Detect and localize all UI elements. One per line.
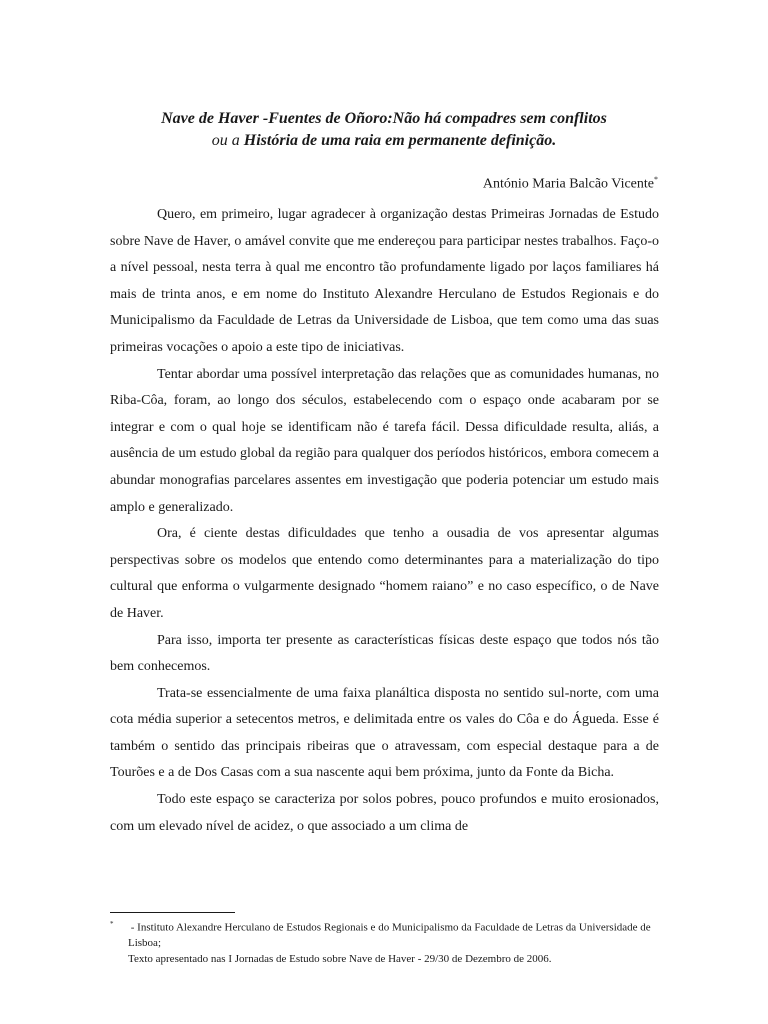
footnote-note: Texto apresentado nas I Jornadas de Estudo sobre Nave de Haver - 29/30 de Dezembro de 2006. [128, 952, 552, 965]
paragraph: Ora, é ciente destas dificuldades que tenho a ousadia de vos apresentar algumas perspectivas sobre os modelos que entendo como determinantes para a materialização do tipo cultural que enforma o vulgarmente designado “homem raiano” e no caso específico, o de Nave de Haver. [110, 526, 659, 621]
footnote-marker: * [110, 920, 114, 928]
title-main: Nave de Haver -Fuentes de Oñoro:Não há compadres sem conflitos [161, 110, 607, 127]
author-name: António Maria Balcão Vicente [482, 176, 654, 192]
body-text [110, 202, 659, 840]
title-subtitle [0, 130, 768, 152]
footnote-separator [110, 912, 235, 913]
title-subtitle-prefix: ou a [211, 132, 244, 149]
footnote-text: - Instituto Alexandre Herculano de Estudos Regionais e do Municipalismo da Faculdade de Letras da Universidade de Lisboa; [128, 921, 651, 950]
title-subtitle-emphasis: História de uma raia em permanente definição. [243, 132, 557, 149]
paragraph: Trata-se essencialmente de uma faixa planáltica disposta no sentido sul-norte, com uma cota média superior a setecentos metros, e delimitada entre os vales do Côa e do Águeda. Esse é também o sentido das principais ribeiras que o atravessam, com especial destaque para a de Tourões e a de Dos Casas com a sua nascente aqui bem próxima, junto da Fonte da Bicha. [110, 685, 659, 781]
author-footnote-marker[interactable]: * [654, 175, 658, 184]
paragraph: Tentar abordar uma possível interpretação das relações que as comunidades humanas, no Riba-Côa, foram, ao longo dos séculos, estabelecendo com o espaço onde acabaram por se integrar e com o qual hoje se identificam não é tarefa fácil. Dessa dificuldade resulta, aliás, a ausência de um estudo global da região para qualquer dos períodos históricos, embora comecem a abundar monografias parcelares assentes em investigação que poderia potenciar um estudo mais amplo e generalizado. [110, 366, 659, 515]
footnotes [110, 917, 659, 967]
paragraph: Quero, em primeiro, lugar agradecer à organização destas Primeiras Jornadas de Estudo sobre Nave de Haver, o amável convite que me endereçou para participar nestes trabalhos. Faço-o a nível pessoal, nesta terra à qual me encontro tão profundamente ligado por laços familiares há mais de trinta anos, e em nome do Instituto Alexandre Herculano de Estudos Regionais e do Municipalismo da Faculdade de Letras da Universidade de Lisboa, que tem como uma das suas primeiras vocações o apoio a este tipo de iniciativas. [110, 207, 659, 355]
document-title [0, 108, 768, 152]
paragraph: Para isso, importa ter presente as características físicas deste espaço que todos nós tão bem conhecemos. [110, 632, 659, 675]
author-line [483, 171, 658, 194]
paragraph: Todo este espaço se caracteriza por solos pobres, pouco profundos e muito erosionados, com um elevado nível de acidez, o que associado a um clima de [110, 792, 659, 834]
footnote-entry [110, 917, 659, 952]
